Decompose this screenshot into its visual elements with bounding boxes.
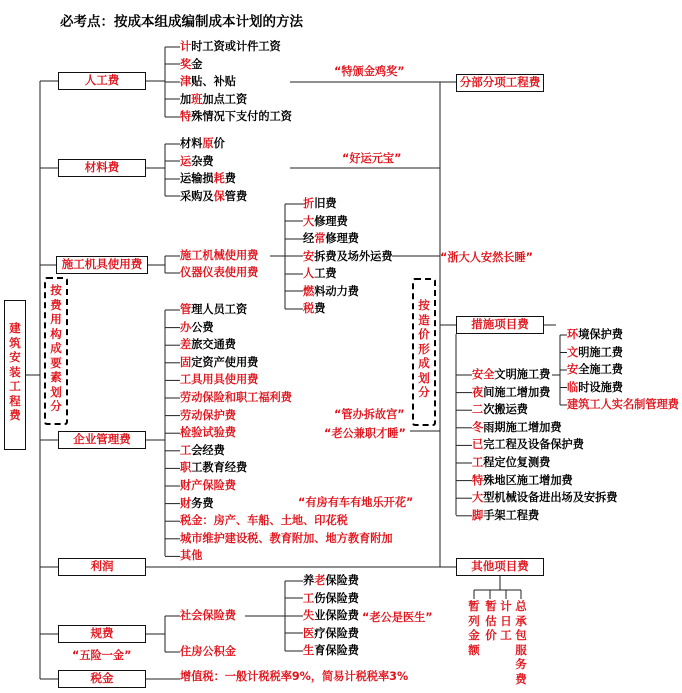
social-sub-item: 生育保险费 xyxy=(303,644,359,657)
fees-mnemonic: “五险一金” xyxy=(72,649,132,662)
fees-box: 规费 xyxy=(58,625,146,643)
page-title: 必考点：按成本组成编制成本计划的方法 xyxy=(60,14,303,30)
machine-sub-item: 经常修理费 xyxy=(303,232,359,245)
enterprise-item: 管理人员工资 xyxy=(180,303,248,316)
instrument-item: 仪器仪表使用费 xyxy=(180,266,259,279)
machine-sub-item: 折旧费 xyxy=(303,197,337,210)
housing-fund-item: 住房公积金 xyxy=(180,645,236,658)
measures-item: 已完工程及设备保护费 xyxy=(472,438,584,452)
machine-sub-item: 大修理费 xyxy=(303,214,348,228)
machine-box: 施工机具使用费 xyxy=(56,256,148,274)
enterprise-item: 财务费 xyxy=(180,496,214,510)
enterprise-mnemonic-2: “老公兼职才睡” xyxy=(324,427,406,440)
enterprise-item: 劳动保险和职工福利费 xyxy=(180,391,292,404)
other-box: 其他项目费 xyxy=(456,558,544,576)
safety-item: 临时设施费 xyxy=(567,380,623,394)
tax-box: 税金 xyxy=(58,670,146,688)
labor-item: 特殊情况下支付的工资 xyxy=(180,110,292,123)
enterprise-item: 职工教育经费 xyxy=(180,461,248,475)
enterprise-item: 检验试验费 xyxy=(180,426,236,440)
social-insurance-item: 社会保险费 xyxy=(180,609,236,622)
enterprise-item: 其他 xyxy=(180,549,203,563)
machine-mnemonic: “浙大人安然长睡” xyxy=(440,251,534,264)
machine-sub-item: 税费 xyxy=(303,302,326,315)
root-label: 建筑安装工程费 xyxy=(9,321,21,422)
measures-item: 工程定位复测费 xyxy=(472,456,551,469)
machine-use-item: 施工机械使用费 xyxy=(180,249,259,262)
profit-box: 利润 xyxy=(58,558,146,576)
enterprise-item: 办公费 xyxy=(180,320,214,334)
social-sub-item: 工伤保险费 xyxy=(303,591,359,605)
safety-item: 环境保护费 xyxy=(567,328,623,341)
material-item: 运杂费 xyxy=(180,154,214,168)
measures-item: 二次搬运费 xyxy=(472,403,528,417)
enterprise-item: 劳动保护费 xyxy=(180,408,236,422)
enterprise-item: 财产保险费 xyxy=(180,479,236,492)
material-box: 材料费 xyxy=(58,159,146,177)
enterprise-item: 工具用具使用费 xyxy=(180,373,259,387)
measures-box: 措施项目费 xyxy=(456,316,544,334)
enterprise-mnemonic-1: “管办拆故宫” xyxy=(334,408,405,421)
composition-dashed-box xyxy=(44,277,68,425)
measures-item: 安全文明施工费 xyxy=(472,368,551,381)
other-item-2: 暂估价 xyxy=(485,599,497,642)
social-sub-item: 失业保险费 xyxy=(303,609,359,622)
cost-label: 按造价形成划分 xyxy=(418,298,430,399)
enterprise-item: 城市维护建设税、教育附加、地方教育附加 xyxy=(180,531,393,545)
labor-item: 计时工资或计件工资 xyxy=(180,40,281,53)
measures-item: 大型机械设备进出场及安拆费 xyxy=(472,491,618,505)
labor-item: 津贴、补贴 xyxy=(180,75,236,88)
labor-mnemonic: “特颁金鸡奖” xyxy=(334,65,405,78)
machine-sub-item: 人工费 xyxy=(303,267,337,280)
machine-sub-item: 安拆费及场外运费 xyxy=(303,249,393,263)
labor-item: 加班加点工资 xyxy=(180,92,248,106)
sub-project-box: 分部分项工程费 xyxy=(456,74,544,92)
material-mnemonic: “好运元宝” xyxy=(342,152,402,165)
safety-item: 文明施工费 xyxy=(567,345,623,359)
measures-item: 夜间施工增加费 xyxy=(472,385,551,399)
material-item: 采购及保管费 xyxy=(180,189,248,203)
social-mnemonic: “老公是医生” xyxy=(362,611,433,624)
cost-dashed-box xyxy=(412,278,436,426)
enterprise-item: 工会经费 xyxy=(180,443,225,457)
labor-item: 奖金 xyxy=(180,57,203,71)
root-box xyxy=(4,300,26,450)
enterprise-mnemonic-3: “有房有车有地乐开花” xyxy=(298,496,414,509)
social-sub-item: 养老保险费 xyxy=(303,574,359,587)
material-item: 材料原价 xyxy=(180,137,225,150)
measures-item: 脚手架工程费 xyxy=(472,508,540,522)
vat-item: 增值税：一般计税税率9%，简易计税税率3% xyxy=(180,670,409,683)
other-item-1: 暂列金额 xyxy=(468,599,480,657)
other-item-3: 计日工 xyxy=(500,599,512,642)
safety-item: 建筑工人实名制管理费 xyxy=(567,398,679,411)
labor-box: 人工费 xyxy=(58,72,146,90)
enterprise-item: 税金：房产、车船、土地、印花税 xyxy=(180,514,348,528)
measures-item: 冬雨期施工增加费 xyxy=(472,420,562,434)
safety-item: 安全施工费 xyxy=(567,363,623,376)
material-item: 运输损耗费 xyxy=(180,172,236,185)
measures-item: 特殊地区施工增加费 xyxy=(472,473,573,487)
enterprise-item: 差旅交通费 xyxy=(180,338,236,352)
enterprise-box: 企业管理费 xyxy=(58,431,146,449)
enterprise-item: 固定资产使用费 xyxy=(180,355,259,369)
machine-sub-item: 燃料动力费 xyxy=(303,284,359,298)
composition-label: 按费用构成要素划分 xyxy=(50,283,62,413)
other-item-4: 总承包服务费 xyxy=(515,599,527,686)
social-sub-item: 医疗保险费 xyxy=(303,626,359,640)
